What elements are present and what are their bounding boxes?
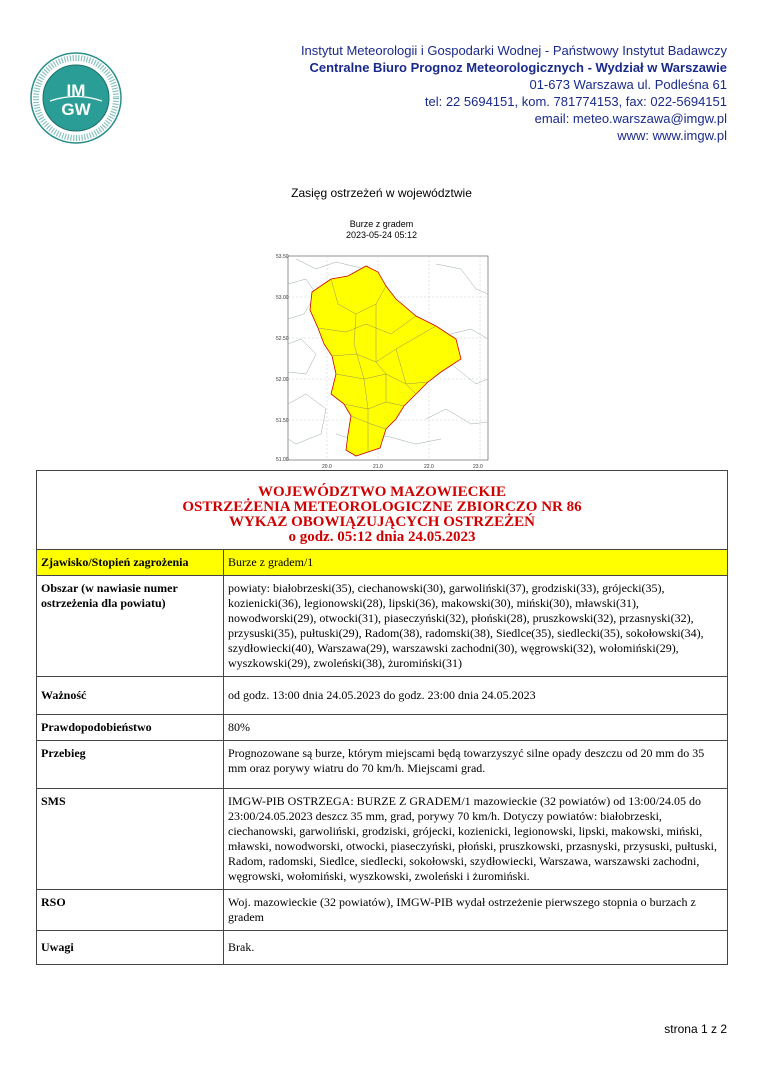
table-row [37, 931, 728, 965]
row-label: Prawdopodobieństwo [37, 715, 224, 741]
lon-label: 20.0 [322, 464, 332, 470]
map-heading: Zasięg ostrzeżeń w województwie [291, 186, 472, 200]
office-name: Centralne Biuro Prognoz Meteorologicznych - Wydział w Warszawie [309, 60, 727, 75]
table-row [37, 890, 728, 931]
row-label: Zjawisko/Stopień zagrożenia [37, 550, 224, 576]
phone: tel: 22 5694151, kom. 781774153, fax: 022-5694151 [424, 94, 727, 109]
row-value: Burze z gradem/1 [224, 550, 728, 576]
table-row [37, 789, 728, 890]
warning-title [37, 471, 728, 550]
warning-map [276, 244, 492, 472]
lat-label: 52.50 [276, 336, 289, 342]
institute-name: Instytut Meteorologii i Gospodarki Wodnej - Państwowy Instytut Badawczy [300, 43, 727, 58]
row-label: Uwagi [37, 931, 224, 965]
row-value: Prognozowane są burze, którym miejscami będą towarzyszyć silne opady deszczu od 20 mm do 35 mm oraz porywy wiatru do 70 km/h. Miejscami grad. [224, 741, 728, 789]
table-row [37, 576, 728, 677]
svg-text:IM: IM [66, 81, 86, 100]
lat-label: 51.00 [276, 457, 289, 463]
map-subtitle: Burze z gradem [349, 219, 414, 229]
page-number: strona 1 z 2 [664, 1022, 727, 1036]
row-label: SMS [37, 789, 224, 890]
website[interactable]: www: www.imgw.pl [617, 128, 727, 143]
row-label: Obszar (w nawiasie numer ostrzeżenia dla powiatu) [37, 576, 224, 677]
lon-label: 21.0 [373, 464, 383, 470]
map-timestamp: 2023-05-24 05:12 [345, 230, 418, 240]
table-row [37, 715, 728, 741]
lon-label: 22.0 [424, 464, 434, 470]
row-value: Woj. mazowieckie (32 powiatów), IMGW-PIB wydał ostrzeżenie pierwszego stopnia o burzach z gradem [224, 890, 728, 931]
row-value: powiaty: białobrzeski(35), ciechanowski(30), garwoliński(37), grodziski(33), grójecki(35), kozienicki(36), legionowski(28), lipski(36), makowski(30), miński(30), mławski(31), nowodworski(29), otwocki(31), piaseczyński(32), płoński(28), pruszkowski(32), przasnyski(32), przysuski(35), pułtuski(29), Radom(38), radomski(38), Siedlce(35), siedlecki(35), sokołowski(34), szydłowiecki(40), Warszawa(29), warszawski zachodni(30), węgrowski(32), wołomiński(29), wyszkowski(29), zwoleński(38), żuromiński(31) [224, 576, 728, 677]
row-value: IMGW-PIB OSTRZEGA: BURZE Z GRADEM/1 mazowieckie (32 powiatów) od 13:00/24.05 do 23:00/24.05.2023 deszcz 35 mm, grad, porywy 70 km/h. Dotyczy powiatów: białobrzeski, ciechanowski, garwoliński, grodziski, grójecki, kozienicki, legionowski, lipski, makowski, miński, mławski, nowodworski, otwocki, piaseczyński, płoński, pruszkowski, przasnyski, przysuski, pułtuski, Radom, radomski, Siedlce, siedlecki, sokołowski, szydłowiecki, Warszawa, warszawski zachodni, węgrowski, wołomiński, wyszkowski, zwoleński i żuromiński. [224, 789, 728, 890]
institute-header [301, 42, 727, 144]
row-label: RSO [37, 890, 224, 931]
table-row [37, 677, 728, 715]
row-label: Ważność [37, 677, 224, 715]
row-value: Brak. [224, 931, 728, 965]
table-row [37, 741, 728, 789]
warning-table [36, 470, 728, 965]
lon-label: 23.0 [473, 464, 483, 470]
email[interactable]: email: meteo.warszawa@imgw.pl [534, 111, 727, 126]
lat-label: 52.00 [276, 377, 289, 383]
lat-label: 53.00 [276, 295, 289, 301]
imgw-logo [30, 52, 122, 144]
row-value: 80% [224, 715, 728, 741]
list-title: WYKAZ OBOWIĄZUJĄCYCH OSTRZEŻEŃ [229, 514, 535, 530]
svg-text:GW: GW [61, 100, 91, 119]
lat-label: 53.50 [276, 254, 289, 260]
address: 01-673 Warszawa ul. Podleśna 61 [529, 77, 727, 92]
table-row [37, 550, 728, 576]
map-title [0, 219, 763, 241]
row-value: od godz. 13:00 dnia 24.05.2023 do godz. 23:00 dnia 24.05.2023 [224, 677, 728, 715]
voivodeship-title: WOJEWÓDZTWO MAZOWIECKIE [258, 484, 506, 500]
lat-label: 51.50 [276, 418, 289, 424]
issue-time: o godz. 05:12 dnia 24.05.2023 [288, 529, 476, 545]
row-label: Przebieg [37, 741, 224, 789]
bulletin-title: OSTRZEŻENIA METEOROLOGICZNE ZBIORCZO NR 86 [182, 499, 582, 515]
